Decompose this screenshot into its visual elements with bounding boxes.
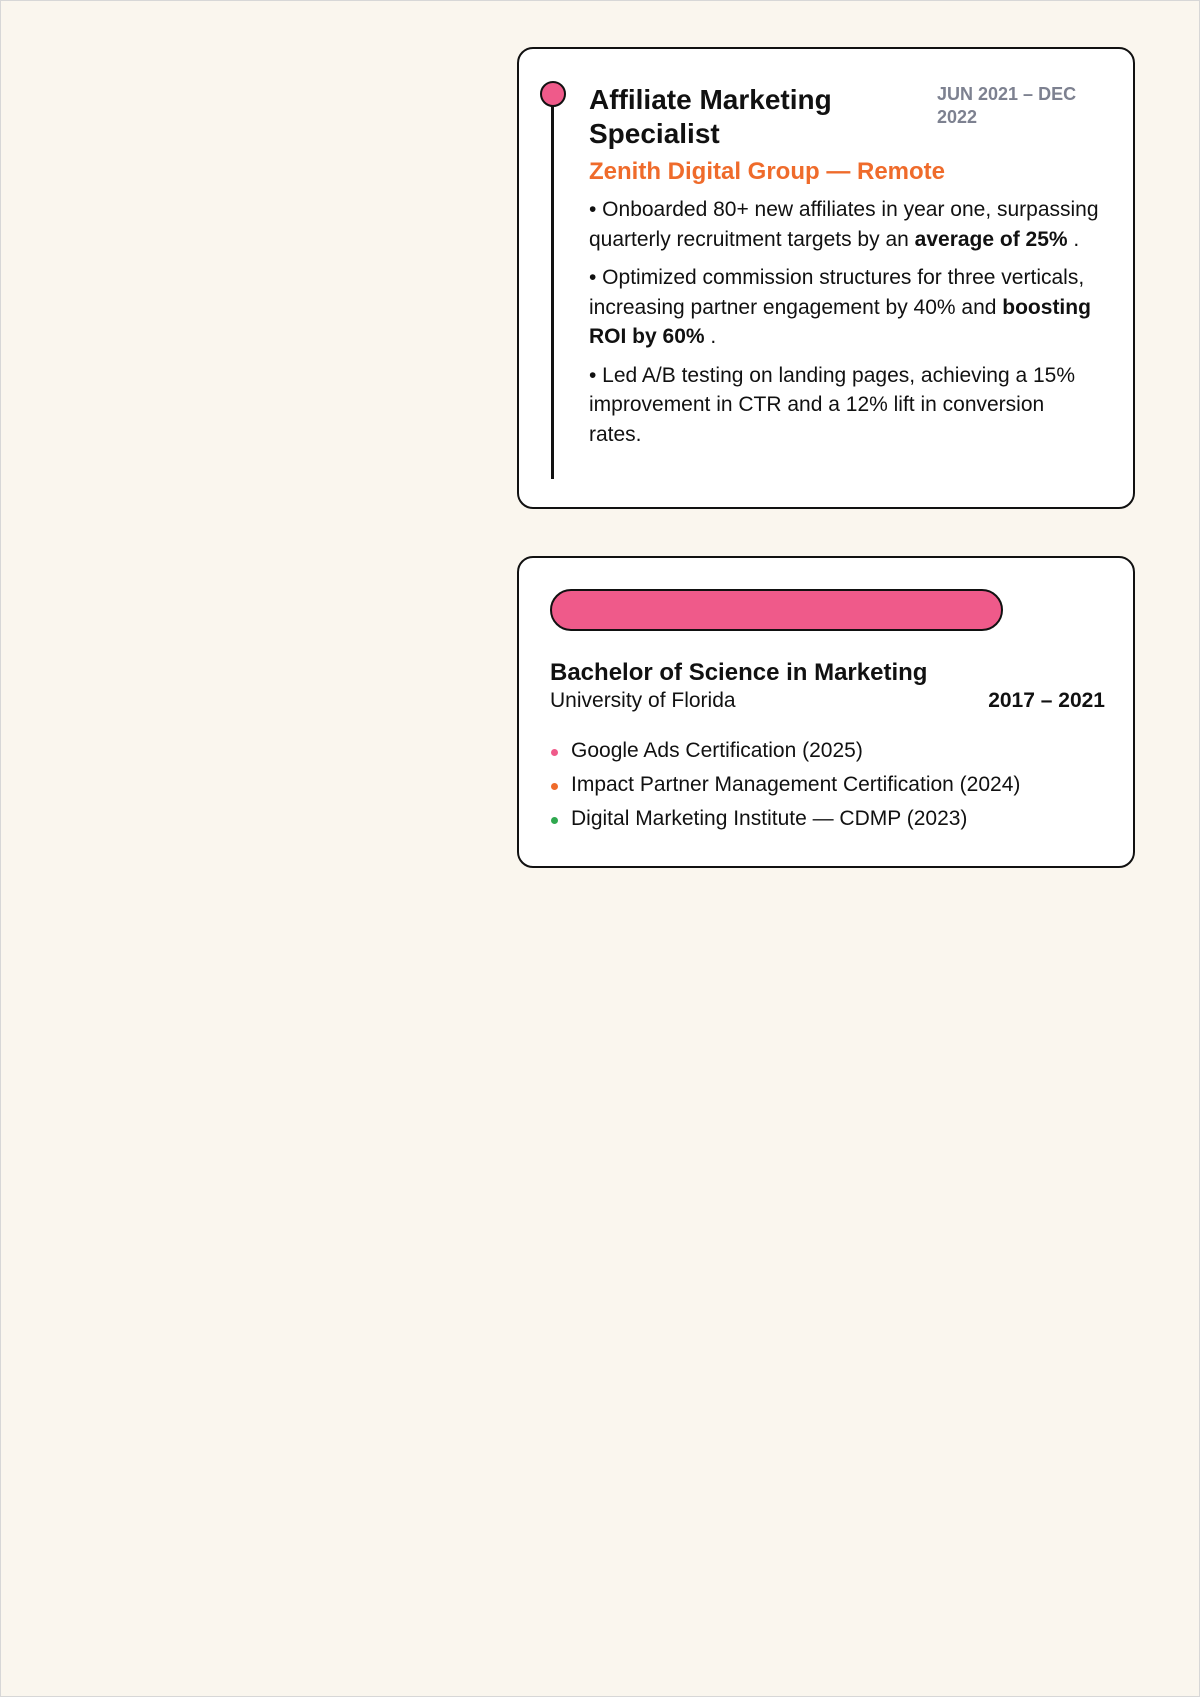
education-card [517, 556, 1135, 868]
job-dates: JUN 2021 – DEC 2022 [937, 84, 1077, 127]
degree-title: Bachelor of Science in Marketing [550, 659, 928, 686]
certification-list [550, 738, 1020, 840]
certification-item: Google Ads Certification (2025) [550, 738, 1020, 764]
bullet-dot-icon [551, 749, 558, 756]
school-name: University of Florida [550, 689, 736, 712]
job-bullet: • Led A/B testing on landing pages, achieving a 15% improvement in CTR and a 12% lift in conversion rates. [589, 363, 1076, 446]
job-bullet: • Optimized commission structures for three verticals, increasing partner engagement by 40% and boosting ROI by 60% . [589, 266, 1091, 348]
job-company: Zenith Digital Group — Remote [589, 158, 946, 185]
job-bullet: • Onboarded 80+ new affiliates in year one, surpassing quarterly recruitment targets by an average of 25% . [589, 198, 1099, 251]
bullet-dot-icon [551, 817, 558, 824]
certification-item: Impact Partner Management Certification (2024) [550, 772, 1020, 798]
section-header-bar [550, 589, 1003, 631]
certification-item: Digital Marketing Institute — CDMP (2023) [550, 806, 1020, 832]
timeline-dot-icon [540, 81, 566, 107]
experience-card [517, 47, 1135, 509]
education-years: 2017 – 2021 [988, 689, 1105, 712]
job-title: Affiliate Marketing Specialist [589, 84, 832, 149]
job-bullet-list [589, 195, 1099, 458]
bullet-dot-icon [551, 783, 558, 790]
timeline-line [551, 105, 554, 479]
